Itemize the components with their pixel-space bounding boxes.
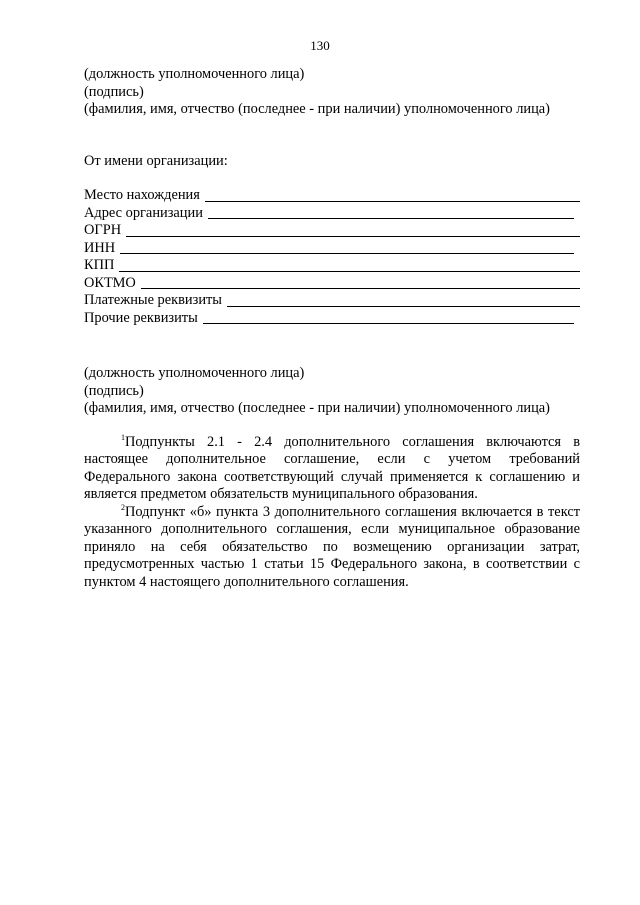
field-label: ИНН	[84, 239, 116, 256]
field-label: ОГРН	[84, 222, 122, 238]
field-label: Платежные реквизиты	[84, 292, 222, 308]
field-label: Адрес организации	[84, 204, 203, 221]
full-name-caption: (фамилия, имя, отчество (последнее - при наличии) уполномоченного лица)	[84, 400, 550, 416]
spacer	[84, 119, 580, 153]
field-kpp	[84, 257, 580, 275]
footnote-text: Подпункты 2.1 - 2.4 дополнительного соглашения включаются в настоящее дополнительное соглашение, если с учетом требований Федерального закона соответствующий случай применяется к соглашению и является предметом обязательств муниципального образования.	[84, 433, 580, 502]
organization-heading: От имени организации:	[84, 152, 228, 169]
organization-details	[84, 187, 580, 327]
fill-in-line	[208, 217, 574, 219]
fill-in-line	[203, 322, 574, 324]
field-label: Место нахождения	[84, 187, 200, 203]
position-caption: (должность уполномоченного лица)	[84, 66, 305, 82]
field-other-details	[84, 310, 580, 328]
fill-in-line	[126, 235, 580, 237]
field-inn	[84, 240, 580, 258]
field-oktmo	[84, 275, 580, 293]
fill-in-line	[141, 287, 580, 289]
spacer	[84, 418, 580, 434]
field-address	[84, 205, 580, 223]
fill-in-line	[120, 252, 574, 254]
fill-in-line	[119, 270, 580, 272]
signature-block-1	[84, 66, 580, 119]
footnote-text: Подпункт «б» пункта 3 дополнительного соглашения включается в текст указанного дополнительного соглашения, если муниципальное образование приняло на себя обязательство по возмещению организации затрат, предусмотренных частью 1 статьи 15 Федерального закона, в соответствии с пунктом 4 настоящего дополнительного соглашения.	[84, 503, 580, 590]
full-name-caption: (фамилия, имя, отчество (последнее - при наличии) уполномоченного лица)	[84, 101, 550, 117]
signature-block-2	[84, 365, 580, 418]
page-number: 130	[310, 38, 330, 53]
field-label: ОКТМО	[84, 274, 136, 291]
field-payment-details	[84, 292, 580, 310]
field-location	[84, 187, 580, 205]
footnote-marker: 1	[121, 432, 125, 442]
signature-caption: (подпись)	[84, 382, 144, 399]
field-ogrn	[84, 222, 580, 240]
field-label: КПП	[84, 257, 115, 273]
footnotes	[84, 434, 580, 592]
spacer	[84, 327, 580, 365]
spacer	[84, 170, 580, 187]
fill-in-line	[205, 200, 580, 202]
field-label: Прочие реквизиты	[84, 309, 198, 326]
footnote-1	[84, 434, 580, 504]
document-body	[84, 66, 580, 591]
fill-in-line	[227, 305, 580, 307]
signature-caption: (подпись)	[84, 83, 144, 100]
footnote-marker: 2	[121, 502, 125, 512]
footnote-2	[84, 504, 580, 592]
position-caption: (должность уполномоченного лица)	[84, 365, 305, 381]
